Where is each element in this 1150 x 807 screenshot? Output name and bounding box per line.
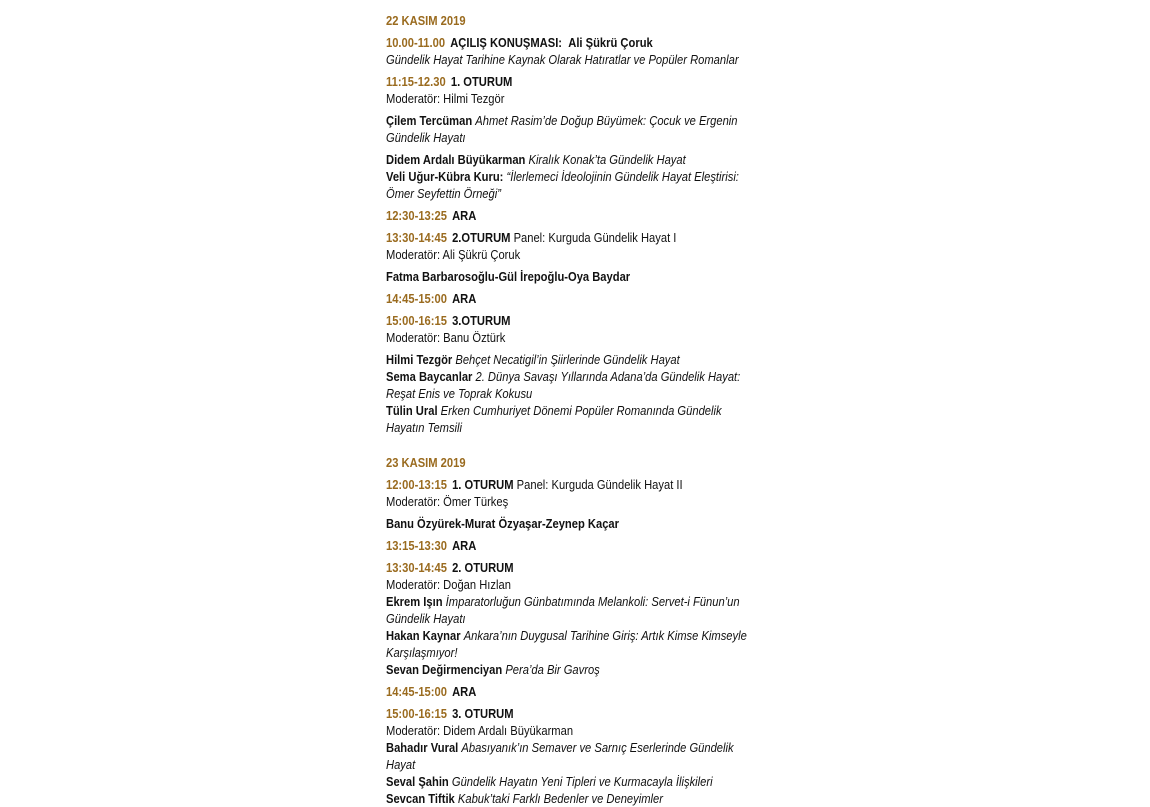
panelists: Fatma Barbarosoğlu-Gül İrepoğlu-Oya Baydar xyxy=(386,269,631,284)
break-entry xyxy=(386,683,730,700)
talk-title-continued: Hayatın Temsili xyxy=(386,420,463,435)
session-header xyxy=(386,229,730,246)
session-time: 10.00-11.00 xyxy=(386,35,446,50)
session-heading: AÇILIŞ KONUŞMASI: xyxy=(450,35,563,50)
break-label: ARA xyxy=(452,538,477,553)
session-time: 12:00-13:15 xyxy=(386,477,447,492)
moderator: Moderatör: Doğan Hızlan xyxy=(386,577,511,592)
talk-title: Pera’da Bir Gavroş xyxy=(505,662,600,677)
break-time: 12:30-13:25 xyxy=(386,208,447,223)
talk-title: “İlerlemeci İdeolojinin Gündelik Hayat Eleştirisi: xyxy=(506,169,739,184)
talk-title-continued: Karşılaşmıyor! xyxy=(386,645,458,660)
session-heading: 1. OTURUM xyxy=(450,74,513,89)
speaker-name: Çilem Tercüman xyxy=(386,113,473,128)
moderator: Moderatör: Ömer Türkeş xyxy=(386,494,509,509)
talk-entry xyxy=(386,168,739,185)
session-heading: 3.OTURUM xyxy=(452,313,511,328)
talk-entry xyxy=(386,593,740,610)
break-label: ARA xyxy=(452,291,477,306)
day-1-date: 22 KASIM 2019 xyxy=(386,13,466,28)
talk-title: 2. Dünya Savaşı Yıllarında Adana’da Gündelik Hayat: xyxy=(475,369,741,384)
speaker-name: Tülin Ural xyxy=(386,403,438,418)
talk-title: Behçet Necatigil’in Şiirlerinde Gündelik Hayat xyxy=(455,352,680,367)
opening-session-header xyxy=(386,34,730,51)
talk-entry xyxy=(386,773,730,790)
speaker-name: Ekrem Işın xyxy=(386,594,443,609)
speaker-name: Bahadır Vural xyxy=(386,740,459,755)
session-time: 13:30-14:45 xyxy=(386,230,447,245)
session-time: 13:30-14:45 xyxy=(386,560,447,575)
speaker-name: Sevcan Tiftik xyxy=(386,791,455,806)
session-header xyxy=(386,705,730,722)
speaker-name: Seval Şahin xyxy=(386,774,449,789)
talk-title: Kiralık Konak’ta Gündelik Hayat xyxy=(528,152,686,167)
talk-title: Abasıyanık’ın Semaver ve Sarnıç Eserlerinde Gündelik xyxy=(461,740,734,755)
talk-title-continued: Reşat Enis ve Toprak Kokusu xyxy=(386,386,533,401)
speaker-name: Hilmi Tezgör xyxy=(386,352,453,367)
session-heading: 3. OTURUM xyxy=(452,706,514,721)
break-time: 14:45-15:00 xyxy=(386,291,447,306)
session-time: 11:15-12.30 xyxy=(386,74,446,89)
talk-entry xyxy=(386,112,738,129)
talk-title-continued: Ömer Seyfettin Örneği” xyxy=(386,186,501,201)
talk-entry xyxy=(386,151,730,168)
talk-title: İmparatorluğun Günbatımında Melankoli: Servet-i Fünun’un xyxy=(445,594,740,609)
session-heading: 2.OTURUM xyxy=(452,230,511,245)
break-label: ARA xyxy=(452,208,477,223)
speaker-name: Sema Baycanlar xyxy=(386,369,473,384)
break-time: 13:15-13:30 xyxy=(386,538,447,553)
talk-title: Ankara’nın Duygusal Tarihine Giriş: Artık Kimse Kimseyle xyxy=(463,628,747,643)
break-entry xyxy=(386,290,730,307)
moderator: Moderatör: Hilmi Tezgör xyxy=(386,91,505,106)
talk-title-continued: Gündelik Hayatı xyxy=(386,611,466,626)
moderator: Moderatör: Didem Ardalı Büyükarman xyxy=(386,723,574,738)
speaker-name: Sevan Değirmenciyan xyxy=(386,662,503,677)
program-document xyxy=(386,12,786,807)
talk-title-continued: Gündelik Hayatı xyxy=(386,130,466,145)
talk-entry xyxy=(386,790,730,807)
break-time: 14:45-15:00 xyxy=(386,684,447,699)
talk-title: Gündelik Hayatın Yeni Tipleri ve Kurmacayla İlişkileri xyxy=(451,774,713,789)
speaker-name: Hakan Kaynar xyxy=(386,628,461,643)
session-subtitle: Panel: Kurguda Gündelik Hayat I xyxy=(513,230,677,245)
break-entry xyxy=(386,537,730,554)
session-header xyxy=(386,476,730,493)
talk-title: Gündelik Hayat Tarihine Kaynak Olarak Hatıratlar ve Popüler Romanlar xyxy=(386,52,739,67)
session-header xyxy=(386,73,730,90)
day-2-date: 23 KASIM 2019 xyxy=(386,455,466,470)
break-entry xyxy=(386,207,730,224)
session-time: 15:00-16:15 xyxy=(386,706,447,721)
speaker-name: Veli Uğur-Kübra Kuru: xyxy=(386,169,504,184)
talk-entry xyxy=(386,739,734,756)
talk-title: Ahmet Rasim’de Doğup Büyümek: Çocuk ve Ergenin xyxy=(475,113,738,128)
talk-entry xyxy=(386,402,730,419)
talk-entry xyxy=(386,351,730,368)
talk-entry xyxy=(386,627,747,644)
talk-title: Erken Cumhuriyet Dönemi Popüler Romanında Gündelik xyxy=(440,403,722,418)
session-heading: 2. OTURUM xyxy=(452,560,514,575)
session-subtitle: Panel: Kurguda Gündelik Hayat II xyxy=(516,477,683,492)
session-time: 15:00-16:15 xyxy=(386,313,447,328)
moderator: Moderatör: Ali Şükrü Çoruk xyxy=(386,247,521,262)
moderator: Moderatör: Banu Öztürk xyxy=(386,330,506,345)
session-header xyxy=(386,559,730,576)
session-header xyxy=(386,312,730,329)
panelists: Banu Özyürek-Murat Özyaşar-Zeynep Kaçar xyxy=(386,516,620,531)
speaker-name: Ali Şükrü Çoruk xyxy=(568,35,653,50)
talk-title-continued: Hayat xyxy=(386,757,416,772)
talk-title: Kabuk’taki Farklı Bedenler ve Deneyimler xyxy=(457,791,663,806)
break-label: ARA xyxy=(452,684,477,699)
talk-entry xyxy=(386,661,730,678)
talk-entry xyxy=(386,368,741,385)
session-heading: 1. OTURUM xyxy=(452,477,514,492)
speaker-name: Didem Ardalı Büyükarman xyxy=(386,152,526,167)
